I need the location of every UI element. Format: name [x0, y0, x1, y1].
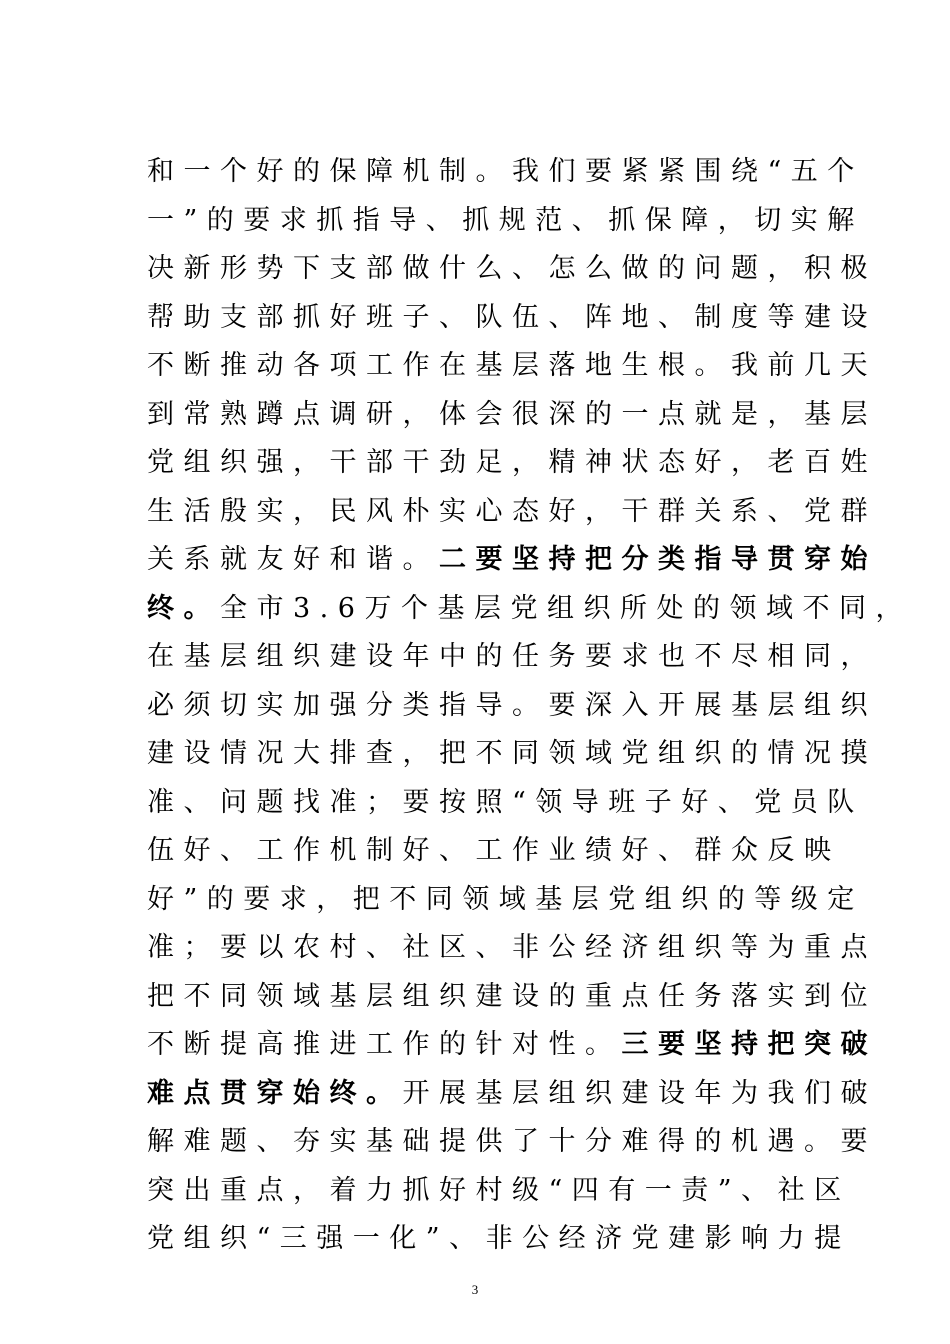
text-line: [147, 924, 877, 973]
text-line: [147, 536, 877, 585]
text-line: [147, 439, 877, 488]
text-segment: 解难题、夯实基础提供了十分难得的机遇。要: [147, 1126, 877, 1157]
text-line: [147, 633, 877, 682]
text-line: [147, 827, 841, 876]
text-line: [147, 585, 912, 634]
text-segment: 把不同领域基层组织建设的重点任务落实到位: [147, 980, 877, 1012]
text-line: [147, 488, 877, 537]
text-segment: 突出重点，着力抓好村级“四有一责”、社区: [147, 1174, 851, 1206]
text-line: [147, 245, 877, 294]
text-segment: 好”的要求，把不同领域基层党组织的等级定: [147, 883, 864, 915]
text-line: [147, 294, 877, 343]
text-segment: 不断提高推进工作的针对性。: [147, 1029, 622, 1060]
text-line: [147, 1118, 877, 1167]
text-segment: 建设情况大排查，把不同领域党组织的情况摸: [147, 738, 877, 769]
text-line: [147, 148, 864, 197]
text-segment: 关系就友好和谐。: [147, 544, 439, 575]
text-segment: 帮助支部抓好班子、队伍、阵地、制度等建设: [147, 301, 877, 333]
text-line: [147, 682, 877, 731]
text-segment: 准；要以农村、社区、非公经济组织等为重点: [147, 932, 877, 963]
text-line: [147, 391, 877, 440]
text-segment: 必须切实加强分类指导。要深入开展基层组织: [147, 689, 877, 721]
text-segment: 党组织强，干部干劲足，精神状态好，老百姓: [147, 447, 877, 478]
text-segment: 生活殷实，民风朴实心态好，干群关系、党群: [147, 495, 877, 527]
text-segment: 到常熟蹲点调研，体会很深的一点就是，基层: [147, 398, 877, 430]
text-line: [147, 973, 877, 1022]
text-line: [147, 1167, 851, 1216]
text-line: [147, 730, 877, 779]
text-line: [147, 779, 864, 828]
text-line: [147, 197, 864, 246]
text-segment: 和一个好的保障机制。我们要紧紧围绕“五个: [147, 156, 864, 187]
bold-text-segment: 三要坚持把突破: [621, 1029, 877, 1060]
text-segment: 不断推动各项工作在基层落地生根。我前几天: [147, 350, 877, 381]
bold-text-segment: 二要坚持把分类指导贯穿始: [439, 544, 877, 575]
text-segment: 全市3.6万个基层党组织所处的领域不同，: [220, 592, 912, 624]
text-segment: 准、问题找准；要按照“领导班子好、党员队: [147, 786, 864, 818]
text-line: [147, 1215, 851, 1264]
text-segment: 党组织“三强一化”、非公经济党建影响力提: [147, 1223, 851, 1254]
text-segment: 决新形势下支部做什么、怎么做的问题，积极: [147, 253, 877, 284]
text-segment: 开展基层组织建设年为我们破: [402, 1077, 877, 1109]
text-line: [147, 876, 864, 925]
text-segment: 一”的要求抓指导、抓规范、抓保障，切实解: [147, 204, 864, 236]
text-line: [147, 342, 877, 391]
text-segment: 伍好、工作机制好、工作业绩好、群众反映: [147, 835, 841, 866]
bold-text-segment: 终。: [147, 592, 220, 624]
page-number: 3: [471, 1282, 479, 1297]
text-segment: 在基层组织建设年中的任务要求也不尽相同，: [147, 641, 877, 672]
body-text: [147, 148, 912, 1264]
text-line: [147, 1021, 877, 1070]
bold-text-segment: 难点贯穿始终。: [147, 1077, 403, 1109]
text-line: [147, 1070, 877, 1119]
